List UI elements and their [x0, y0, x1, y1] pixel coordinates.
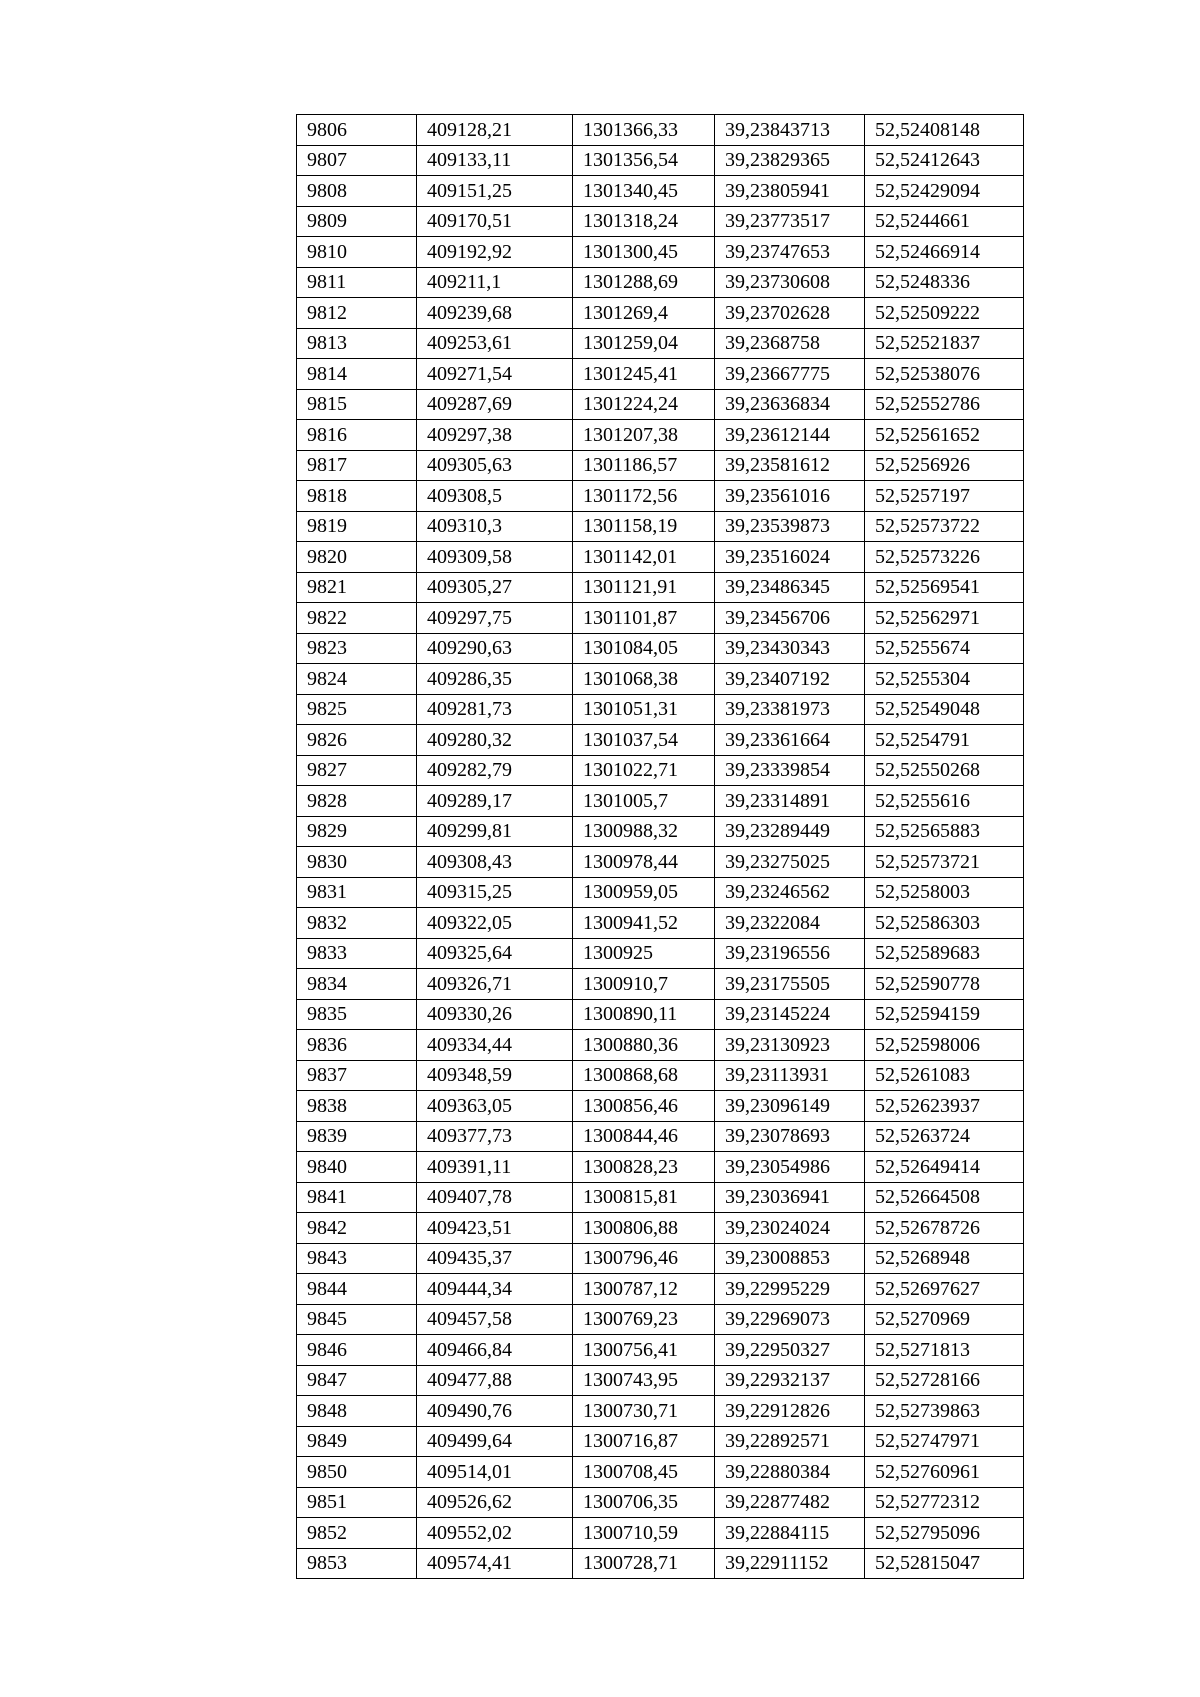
y-coordinate-cell: 1300868,68 [573, 1060, 715, 1091]
latitude-cell: 52,5256926 [865, 450, 1024, 481]
table-row [297, 542, 1024, 573]
x-coordinate-cell: 409211,1 [417, 267, 573, 298]
longitude-cell: 39,23175505 [715, 969, 865, 1000]
longitude-cell: 39,23430343 [715, 633, 865, 664]
y-coordinate-cell: 1300925 [573, 938, 715, 969]
x-coordinate-cell: 409363,05 [417, 1091, 573, 1122]
longitude-cell: 39,23805941 [715, 176, 865, 207]
table-row [297, 1304, 1024, 1335]
x-coordinate-cell: 409334,44 [417, 1030, 573, 1061]
longitude-cell: 39,22950327 [715, 1335, 865, 1366]
x-coordinate-cell: 409574,41 [417, 1548, 573, 1579]
table-row [297, 1518, 1024, 1549]
x-coordinate-cell: 409457,58 [417, 1304, 573, 1335]
x-coordinate-cell: 409391,11 [417, 1152, 573, 1183]
longitude-cell: 39,23096149 [715, 1091, 865, 1122]
table-row [297, 1060, 1024, 1091]
point-number-cell: 9850 [297, 1457, 417, 1488]
longitude-cell: 39,23361664 [715, 725, 865, 756]
table-row [297, 664, 1024, 695]
y-coordinate-cell: 1301172,56 [573, 481, 715, 512]
y-coordinate-cell: 1300796,46 [573, 1243, 715, 1274]
longitude-cell: 39,23561016 [715, 481, 865, 512]
point-number-cell: 9830 [297, 847, 417, 878]
longitude-cell: 39,23289449 [715, 816, 865, 847]
point-number-cell: 9809 [297, 206, 417, 237]
longitude-cell: 39,23730608 [715, 267, 865, 298]
longitude-cell: 39,22892571 [715, 1426, 865, 1457]
longitude-cell: 39,22884115 [715, 1518, 865, 1549]
y-coordinate-cell: 1301186,57 [573, 450, 715, 481]
latitude-cell: 52,52795096 [865, 1518, 1024, 1549]
x-coordinate-cell: 409282,79 [417, 755, 573, 786]
latitude-cell: 52,52565883 [865, 816, 1024, 847]
latitude-cell: 52,52412643 [865, 145, 1024, 176]
point-number-cell: 9823 [297, 633, 417, 664]
latitude-cell: 52,52598006 [865, 1030, 1024, 1061]
x-coordinate-cell: 409326,71 [417, 969, 573, 1000]
x-coordinate-cell: 409289,17 [417, 786, 573, 817]
point-number-cell: 9839 [297, 1121, 417, 1152]
longitude-cell: 39,23486345 [715, 572, 865, 603]
longitude-cell: 39,22911152 [715, 1548, 865, 1579]
table-row [297, 267, 1024, 298]
x-coordinate-cell: 409170,51 [417, 206, 573, 237]
point-number-cell: 9842 [297, 1213, 417, 1244]
table-row [297, 999, 1024, 1030]
table-row [297, 1426, 1024, 1457]
x-coordinate-cell: 409297,75 [417, 603, 573, 634]
latitude-cell: 52,5255304 [865, 664, 1024, 695]
x-coordinate-cell: 409308,5 [417, 481, 573, 512]
longitude-cell: 39,23407192 [715, 664, 865, 695]
latitude-cell: 52,5263724 [865, 1121, 1024, 1152]
table-row [297, 847, 1024, 878]
table-row [297, 755, 1024, 786]
point-number-cell: 9811 [297, 267, 417, 298]
y-coordinate-cell: 1301207,38 [573, 420, 715, 451]
longitude-cell: 39,23339854 [715, 755, 865, 786]
y-coordinate-cell: 1300710,59 [573, 1518, 715, 1549]
x-coordinate-cell: 409407,78 [417, 1182, 573, 1213]
table-row [297, 1243, 1024, 1274]
point-number-cell: 9831 [297, 877, 417, 908]
table-row [297, 816, 1024, 847]
y-coordinate-cell: 1300708,45 [573, 1457, 715, 1488]
y-coordinate-cell: 1301037,54 [573, 725, 715, 756]
longitude-cell: 39,22995229 [715, 1274, 865, 1305]
y-coordinate-cell: 1301259,04 [573, 328, 715, 359]
table-row [297, 1335, 1024, 1366]
table-row [297, 1121, 1024, 1152]
point-number-cell: 9834 [297, 969, 417, 1000]
point-number-cell: 9852 [297, 1518, 417, 1549]
longitude-cell: 39,23113931 [715, 1060, 865, 1091]
y-coordinate-cell: 1300787,12 [573, 1274, 715, 1305]
point-number-cell: 9851 [297, 1487, 417, 1518]
point-number-cell: 9808 [297, 176, 417, 207]
point-number-cell: 9820 [297, 542, 417, 573]
point-number-cell: 9836 [297, 1030, 417, 1061]
point-number-cell: 9843 [297, 1243, 417, 1274]
longitude-cell: 39,23843713 [715, 115, 865, 146]
latitude-cell: 52,52521837 [865, 328, 1024, 359]
point-number-cell: 9840 [297, 1152, 417, 1183]
latitude-cell: 52,52594159 [865, 999, 1024, 1030]
table-row [297, 328, 1024, 359]
point-number-cell: 9848 [297, 1396, 417, 1427]
point-number-cell: 9821 [297, 572, 417, 603]
x-coordinate-cell: 409287,69 [417, 389, 573, 420]
point-number-cell: 9835 [297, 999, 417, 1030]
longitude-cell: 39,23612144 [715, 420, 865, 451]
x-coordinate-cell: 409297,38 [417, 420, 573, 451]
point-number-cell: 9810 [297, 237, 417, 268]
longitude-cell: 39,23314891 [715, 786, 865, 817]
longitude-cell: 39,23054986 [715, 1152, 865, 1183]
latitude-cell: 52,52623937 [865, 1091, 1024, 1122]
longitude-cell: 39,23275025 [715, 847, 865, 878]
point-number-cell: 9847 [297, 1365, 417, 1396]
y-coordinate-cell: 1301101,87 [573, 603, 715, 634]
latitude-cell: 52,52552786 [865, 389, 1024, 420]
table-row [297, 420, 1024, 451]
y-coordinate-cell: 1300815,81 [573, 1182, 715, 1213]
x-coordinate-cell: 409330,26 [417, 999, 573, 1030]
y-coordinate-cell: 1301366,33 [573, 115, 715, 146]
x-coordinate-cell: 409305,27 [417, 572, 573, 603]
longitude-cell: 39,23773517 [715, 206, 865, 237]
table-row [297, 298, 1024, 329]
latitude-cell: 52,52590778 [865, 969, 1024, 1000]
latitude-cell: 52,5248336 [865, 267, 1024, 298]
y-coordinate-cell: 1301142,01 [573, 542, 715, 573]
y-coordinate-cell: 1300959,05 [573, 877, 715, 908]
table-row [297, 572, 1024, 603]
y-coordinate-cell: 1300743,95 [573, 1365, 715, 1396]
latitude-cell: 52,5268948 [865, 1243, 1024, 1274]
point-number-cell: 9829 [297, 816, 417, 847]
table-row [297, 1274, 1024, 1305]
x-coordinate-cell: 409552,02 [417, 1518, 573, 1549]
y-coordinate-cell: 1301158,19 [573, 511, 715, 542]
point-number-cell: 9822 [297, 603, 417, 634]
latitude-cell: 52,52678726 [865, 1213, 1024, 1244]
y-coordinate-cell: 1300730,71 [573, 1396, 715, 1427]
y-coordinate-cell: 1300769,23 [573, 1304, 715, 1335]
y-coordinate-cell: 1301224,24 [573, 389, 715, 420]
latitude-cell: 52,52664508 [865, 1182, 1024, 1213]
latitude-cell: 52,5261083 [865, 1060, 1024, 1091]
longitude-cell: 39,23024024 [715, 1213, 865, 1244]
y-coordinate-cell: 1300716,87 [573, 1426, 715, 1457]
coordinates-table-body [297, 115, 1024, 1579]
latitude-cell: 52,52466914 [865, 237, 1024, 268]
x-coordinate-cell: 409466,84 [417, 1335, 573, 1366]
latitude-cell: 52,52408148 [865, 115, 1024, 146]
latitude-cell: 52,5254791 [865, 725, 1024, 756]
table-row [297, 1396, 1024, 1427]
point-number-cell: 9815 [297, 389, 417, 420]
x-coordinate-cell: 409325,64 [417, 938, 573, 969]
longitude-cell: 39,23036941 [715, 1182, 865, 1213]
latitude-cell: 52,52586303 [865, 908, 1024, 939]
x-coordinate-cell: 409477,88 [417, 1365, 573, 1396]
latitude-cell: 52,52573722 [865, 511, 1024, 542]
latitude-cell: 52,5244661 [865, 206, 1024, 237]
point-number-cell: 9849 [297, 1426, 417, 1457]
latitude-cell: 52,5258003 [865, 877, 1024, 908]
latitude-cell: 52,52747971 [865, 1426, 1024, 1457]
x-coordinate-cell: 409271,54 [417, 359, 573, 390]
table-row [297, 1182, 1024, 1213]
latitude-cell: 52,5255616 [865, 786, 1024, 817]
y-coordinate-cell: 1301121,91 [573, 572, 715, 603]
longitude-cell: 39,23702628 [715, 298, 865, 329]
table-row [297, 694, 1024, 725]
x-coordinate-cell: 409435,37 [417, 1243, 573, 1274]
table-row [297, 1213, 1024, 1244]
latitude-cell: 52,52549048 [865, 694, 1024, 725]
point-number-cell: 9825 [297, 694, 417, 725]
table-row [297, 786, 1024, 817]
longitude-cell: 39,23539873 [715, 511, 865, 542]
longitude-cell: 39,22969073 [715, 1304, 865, 1335]
point-number-cell: 9816 [297, 420, 417, 451]
latitude-cell: 52,5257197 [865, 481, 1024, 512]
point-number-cell: 9832 [297, 908, 417, 939]
latitude-cell: 52,52697627 [865, 1274, 1024, 1305]
table-row [297, 359, 1024, 390]
point-number-cell: 9806 [297, 115, 417, 146]
x-coordinate-cell: 409348,59 [417, 1060, 573, 1091]
point-number-cell: 9812 [297, 298, 417, 329]
longitude-cell: 39,2368758 [715, 328, 865, 359]
x-coordinate-cell: 409280,32 [417, 725, 573, 756]
y-coordinate-cell: 1301084,05 [573, 633, 715, 664]
point-number-cell: 9827 [297, 755, 417, 786]
longitude-cell: 39,22877482 [715, 1487, 865, 1518]
point-number-cell: 9841 [297, 1182, 417, 1213]
table-row [297, 481, 1024, 512]
latitude-cell: 52,52569541 [865, 572, 1024, 603]
y-coordinate-cell: 1301288,69 [573, 267, 715, 298]
table-row [297, 1365, 1024, 1396]
point-number-cell: 9813 [297, 328, 417, 359]
longitude-cell: 39,22880384 [715, 1457, 865, 1488]
y-coordinate-cell: 1300880,36 [573, 1030, 715, 1061]
longitude-cell: 39,23008853 [715, 1243, 865, 1274]
longitude-cell: 39,23667775 [715, 359, 865, 390]
y-coordinate-cell: 1300910,7 [573, 969, 715, 1000]
x-coordinate-cell: 409239,68 [417, 298, 573, 329]
x-coordinate-cell: 409322,05 [417, 908, 573, 939]
table-row [297, 176, 1024, 207]
y-coordinate-cell: 1301300,45 [573, 237, 715, 268]
point-number-cell: 9845 [297, 1304, 417, 1335]
longitude-cell: 39,23829365 [715, 145, 865, 176]
y-coordinate-cell: 1300978,44 [573, 847, 715, 878]
x-coordinate-cell: 409299,81 [417, 816, 573, 847]
x-coordinate-cell: 409377,73 [417, 1121, 573, 1152]
x-coordinate-cell: 409128,21 [417, 115, 573, 146]
y-coordinate-cell: 1301356,54 [573, 145, 715, 176]
x-coordinate-cell: 409423,51 [417, 1213, 573, 1244]
table-row [297, 603, 1024, 634]
x-coordinate-cell: 409305,63 [417, 450, 573, 481]
x-coordinate-cell: 409490,76 [417, 1396, 573, 1427]
coordinates-table [296, 114, 1024, 1579]
y-coordinate-cell: 1300806,88 [573, 1213, 715, 1244]
table-row [297, 1152, 1024, 1183]
point-number-cell: 9807 [297, 145, 417, 176]
y-coordinate-cell: 1301005,7 [573, 786, 715, 817]
longitude-cell: 39,2322084 [715, 908, 865, 939]
point-number-cell: 9814 [297, 359, 417, 390]
point-number-cell: 9826 [297, 725, 417, 756]
longitude-cell: 39,23747653 [715, 237, 865, 268]
point-number-cell: 9817 [297, 450, 417, 481]
table-row [297, 511, 1024, 542]
x-coordinate-cell: 409526,62 [417, 1487, 573, 1518]
x-coordinate-cell: 409514,01 [417, 1457, 573, 1488]
table-row [297, 450, 1024, 481]
x-coordinate-cell: 409286,35 [417, 664, 573, 695]
point-number-cell: 9846 [297, 1335, 417, 1366]
latitude-cell: 52,52562971 [865, 603, 1024, 634]
x-coordinate-cell: 409192,92 [417, 237, 573, 268]
x-coordinate-cell: 409308,43 [417, 847, 573, 878]
table-row [297, 206, 1024, 237]
latitude-cell: 52,52573721 [865, 847, 1024, 878]
point-number-cell: 9819 [297, 511, 417, 542]
longitude-cell: 39,23581612 [715, 450, 865, 481]
longitude-cell: 39,23246562 [715, 877, 865, 908]
point-number-cell: 9828 [297, 786, 417, 817]
longitude-cell: 39,23145224 [715, 999, 865, 1030]
point-number-cell: 9844 [297, 1274, 417, 1305]
latitude-cell: 52,5270969 [865, 1304, 1024, 1335]
latitude-cell: 52,5271813 [865, 1335, 1024, 1366]
latitude-cell: 52,52429094 [865, 176, 1024, 207]
latitude-cell: 52,52728166 [865, 1365, 1024, 1396]
latitude-cell: 52,52561652 [865, 420, 1024, 451]
point-number-cell: 9824 [297, 664, 417, 695]
point-number-cell: 9838 [297, 1091, 417, 1122]
y-coordinate-cell: 1301340,45 [573, 176, 715, 207]
y-coordinate-cell: 1301051,31 [573, 694, 715, 725]
y-coordinate-cell: 1301022,71 [573, 755, 715, 786]
latitude-cell: 52,52550268 [865, 755, 1024, 786]
table-row [297, 877, 1024, 908]
longitude-cell: 39,23196556 [715, 938, 865, 969]
table-row [297, 1457, 1024, 1488]
x-coordinate-cell: 409133,11 [417, 145, 573, 176]
x-coordinate-cell: 409281,73 [417, 694, 573, 725]
x-coordinate-cell: 409315,25 [417, 877, 573, 908]
latitude-cell: 52,52509222 [865, 298, 1024, 329]
y-coordinate-cell: 1300728,71 [573, 1548, 715, 1579]
latitude-cell: 52,52739863 [865, 1396, 1024, 1427]
y-coordinate-cell: 1301318,24 [573, 206, 715, 237]
longitude-cell: 39,22912826 [715, 1396, 865, 1427]
table-row [297, 237, 1024, 268]
longitude-cell: 39,23381973 [715, 694, 865, 725]
x-coordinate-cell: 409444,34 [417, 1274, 573, 1305]
x-coordinate-cell: 409309,58 [417, 542, 573, 573]
y-coordinate-cell: 1301245,41 [573, 359, 715, 390]
table-row [297, 633, 1024, 664]
point-number-cell: 9853 [297, 1548, 417, 1579]
y-coordinate-cell: 1300844,46 [573, 1121, 715, 1152]
point-number-cell: 9818 [297, 481, 417, 512]
longitude-cell: 39,23456706 [715, 603, 865, 634]
y-coordinate-cell: 1300828,23 [573, 1152, 715, 1183]
y-coordinate-cell: 1301068,38 [573, 664, 715, 695]
y-coordinate-cell: 1300706,35 [573, 1487, 715, 1518]
x-coordinate-cell: 409151,25 [417, 176, 573, 207]
point-number-cell: 9833 [297, 938, 417, 969]
y-coordinate-cell: 1300890,11 [573, 999, 715, 1030]
longitude-cell: 39,23636834 [715, 389, 865, 420]
longitude-cell: 39,23130923 [715, 1030, 865, 1061]
y-coordinate-cell: 1300856,46 [573, 1091, 715, 1122]
y-coordinate-cell: 1300988,32 [573, 816, 715, 847]
y-coordinate-cell: 1300756,41 [573, 1335, 715, 1366]
x-coordinate-cell: 409253,61 [417, 328, 573, 359]
latitude-cell: 52,5255674 [865, 633, 1024, 664]
latitude-cell: 52,52760961 [865, 1457, 1024, 1488]
point-number-cell: 9837 [297, 1060, 417, 1091]
latitude-cell: 52,52815047 [865, 1548, 1024, 1579]
latitude-cell: 52,52649414 [865, 1152, 1024, 1183]
table-row [297, 1487, 1024, 1518]
latitude-cell: 52,52772312 [865, 1487, 1024, 1518]
latitude-cell: 52,52573226 [865, 542, 1024, 573]
latitude-cell: 52,52538076 [865, 359, 1024, 390]
x-coordinate-cell: 409310,3 [417, 511, 573, 542]
table-row [297, 145, 1024, 176]
latitude-cell: 52,52589683 [865, 938, 1024, 969]
x-coordinate-cell: 409499,64 [417, 1426, 573, 1457]
x-coordinate-cell: 409290,63 [417, 633, 573, 664]
table-row [297, 908, 1024, 939]
longitude-cell: 39,23078693 [715, 1121, 865, 1152]
table-row [297, 115, 1024, 146]
table-row [297, 1091, 1024, 1122]
table-row [297, 1030, 1024, 1061]
table-row [297, 725, 1024, 756]
longitude-cell: 39,23516024 [715, 542, 865, 573]
table-row [297, 969, 1024, 1000]
table-row [297, 938, 1024, 969]
y-coordinate-cell: 1301269,4 [573, 298, 715, 329]
y-coordinate-cell: 1300941,52 [573, 908, 715, 939]
longitude-cell: 39,22932137 [715, 1365, 865, 1396]
table-row [297, 389, 1024, 420]
table-row [297, 1548, 1024, 1579]
